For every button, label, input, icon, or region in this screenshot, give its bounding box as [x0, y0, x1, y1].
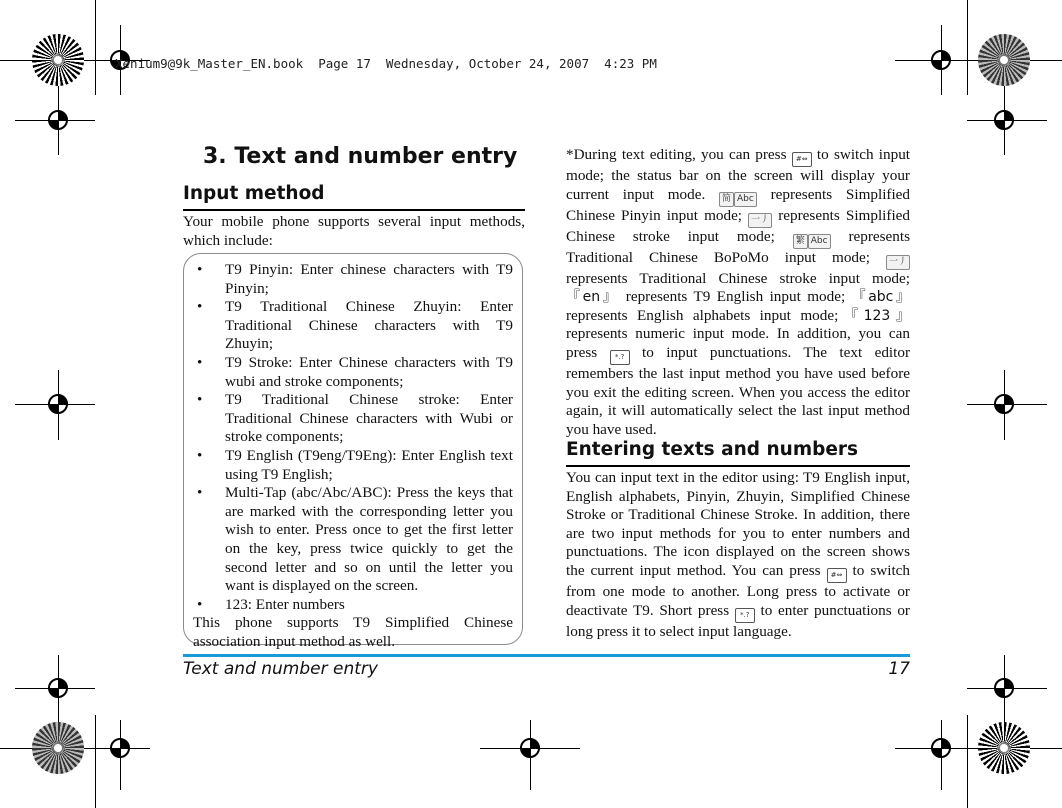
text-run: represents T9 English input mode; [625, 288, 846, 306]
text-run: represents Simplified Chinese Pinyin input mode; [566, 185, 911, 224]
color-registration-star [32, 722, 84, 774]
numeric-mode-label: 『123』 [838, 307, 910, 324]
simplified-chinese-icon: 简 [719, 192, 734, 207]
input-methods-list [185, 261, 519, 651]
list-item: • T9 Stroke: Enter Chinese characters with T9 wubi and stroke components; [185, 354, 519, 391]
entering-texts-paragraph [566, 469, 910, 641]
text-run: represents Simplified Chinese stroke input mode; [566, 206, 911, 245]
intro-paragraph: Your mobile phone supports several input methods, which include: [183, 213, 525, 249]
text-run: to switch input mode; the status bar on the screen will display your current input mode. [566, 146, 911, 203]
mode-key-icon: #⇔ [792, 152, 812, 167]
text-run: to input punctuations. The text editor remembers the last input method you have used before you exit the editing screen. When you access the editor again, it will automatically select the last input method you have used. [566, 343, 911, 438]
abc-mode-label: 『abc』 [851, 289, 910, 306]
list-item: • T9 Pinyin: Enter chinese characters with T9 Pinyin; [185, 261, 519, 298]
bopomo-abc-icon: Abc [808, 234, 831, 249]
color-registration-star [978, 34, 1030, 86]
text-run: to switch from one mode to another. Long press to activate or deactivate T9. Short press [566, 561, 911, 619]
text-run: *During text editing, you can press [566, 146, 787, 163]
heading-rule [183, 209, 525, 211]
list-item: • T9 Traditional Chinese stroke: Enter Traditional Chinese characters with Wubi or stroke components; [185, 391, 519, 447]
punctuation-key-icon: *.? [735, 608, 755, 623]
print-header: Xenium9@9k_Master_EN.book Page 17 Wednesday, October 24, 2007 4:23 PM [115, 56, 657, 71]
color-registration-star [978, 722, 1030, 774]
list-item: • Multi-Tap (abc/Abc/ABC): Press the keys that are marked with the corresponding letter you wish to enter. Press once to get the first letter on the key, press twice quickly to get the second letter and so on until the letter you want is displayed on the screen. [185, 484, 519, 596]
entering-texts-heading: Entering texts and numbers [566, 439, 859, 460]
input-method-heading: Input method [183, 183, 325, 204]
pinyin-abc-icon: Abc [734, 192, 757, 207]
traditional-chinese-icon: 繁 [793, 234, 808, 249]
closing-paragraph: This phone supports T9 Simplified Chinese association input method as well. [193, 614, 513, 650]
punctuation-key-icon: *.? [610, 350, 630, 365]
color-registration-star [32, 34, 84, 86]
text-run: represents English alphabets input mode; [566, 306, 839, 324]
list-item: • 123: Enter numbers [185, 596, 519, 615]
traditional-stroke-icon: 一丿 [886, 255, 910, 270]
text-run: represents numeric input mode. In addition, you can press [566, 325, 910, 361]
input-mode-paragraph [566, 146, 910, 439]
stroke-mode-icon: 一丿 [748, 213, 772, 228]
heading-rule [566, 465, 910, 467]
en-mode-label: 『en』 [566, 289, 620, 306]
mode-key-icon: #⇔ [827, 568, 847, 583]
page-title: 3. Text and number entry [203, 144, 518, 169]
text-run: represents Traditional Chinese BoPoMo input mode; [566, 227, 911, 266]
footer-section-title: Text and number entry [183, 659, 378, 679]
list-item: • T9 English (T9eng/T9Eng): Enter English text using T9 English; [185, 447, 519, 484]
list-item: • T9 Traditional Chinese Zhuyin: Enter Traditional Chinese characters with T9 Zhuyin; [185, 298, 519, 354]
text-run: You can input text in the editor using: T9 English input, English alphabets, Pinyin, Zhuyin, Simplified Chinese Stroke or Traditional Chinese Stroke. In addition, there are two input methods for you to enter numbers and punctuations. The icon displayed on the screen shows the current input method. You can press [566, 469, 910, 579]
footer-rule [183, 654, 910, 657]
text-run: to enter punctuations or long press it to select input language. [566, 601, 910, 640]
text-run: represents Traditional Chinese stroke input mode; [566, 269, 910, 287]
page-number: 17 [888, 659, 910, 679]
